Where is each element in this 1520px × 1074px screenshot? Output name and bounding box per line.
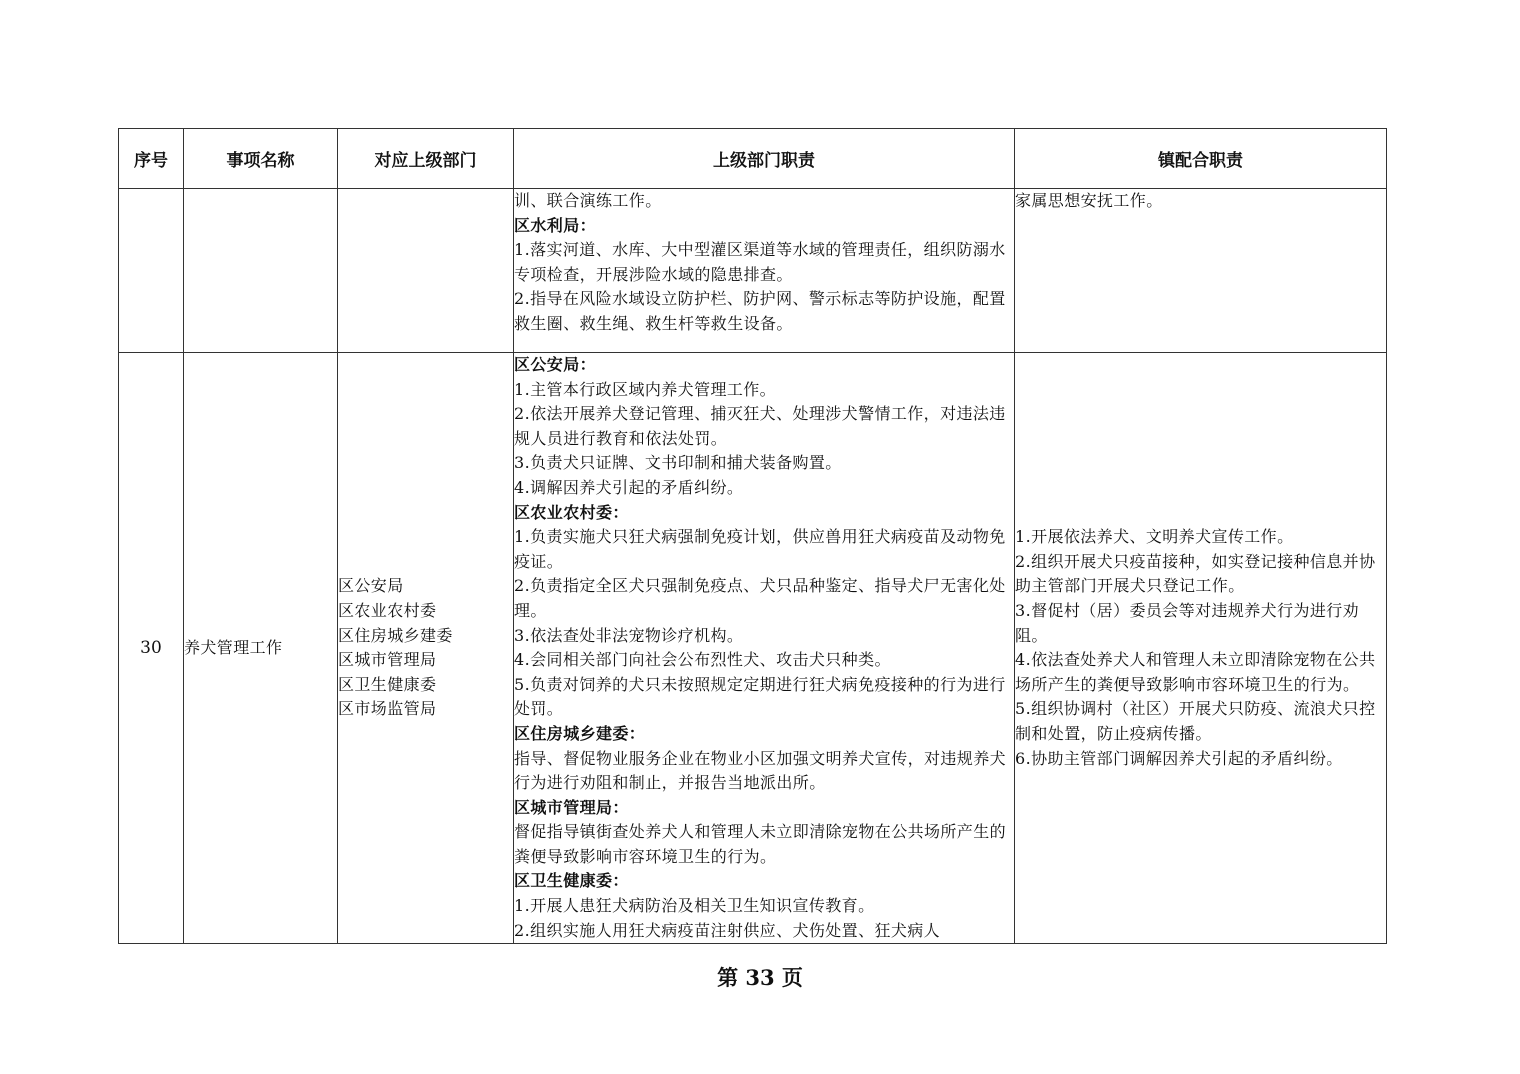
department-item: 区卫生健康委 xyxy=(338,674,437,694)
header-town-duties: 镇配合职责 xyxy=(1015,129,1387,189)
department-item: 区市场监管局 xyxy=(338,699,437,719)
town-duty-line: 6.协助主管部门调解因养犬引起的矛盾纠纷。 xyxy=(1015,748,1343,768)
cell-item-name: 养犬管理工作 xyxy=(184,353,338,944)
duty-line: 1.落实河道、水库、大中型灌区渠道等水域的管理责任，组织防溺水专项检查，开展涉险水域的隐患排查。 xyxy=(514,240,1006,284)
duty-section-heading: 区公安局： xyxy=(514,355,597,374)
town-duty-line: 4.依法查处养犬人和管理人未立即清除宠物在公共场所产生的粪便导致影响市容环境卫生的行为。 xyxy=(1015,650,1376,694)
duty-section-heading: 区水利局： xyxy=(514,215,597,235)
duty-line: 指导、督促物业服务企业在物业小区加强文明养犬宣传，对违规养犬行为进行劝阻和制止，并报告当地派出所。 xyxy=(514,748,1007,793)
header-superior-department: 对应上级部门 xyxy=(338,129,514,189)
header-row xyxy=(119,129,1387,189)
town-duty-line: 1.开展依法养犬、文明养犬宣传工作。 xyxy=(1015,527,1294,547)
duty-section-heading: 区农业农村委： xyxy=(514,502,629,522)
duty-line: 1.主管本行政区域内养犬管理工作。 xyxy=(514,379,777,399)
duty-line: 3.负责犬只证牌、文书印制和捕犬装备购置。 xyxy=(514,453,842,473)
duty-line: 2.组织实施人用狂犬病疫苗注射供应、犬伤处置、狂犬病人 xyxy=(514,920,941,940)
header-item-name: 事项名称 xyxy=(184,129,338,189)
duty-line: 2.依法开展养犬登记管理、捕灭狂犬、处理涉犬警情工作，对违法违规人员进行教育和依法处罚。 xyxy=(514,404,1006,448)
department-item: 区住房城乡建委 xyxy=(338,625,453,645)
table-row-30 xyxy=(119,353,1387,944)
town-duty-line: 2.组织开展犬只疫苗接种，如实登记接种信息并协助主管部门开展犬只登记工作。 xyxy=(1015,551,1376,596)
duty-line: 4.调解因养犬引起的矛盾纠纷。 xyxy=(514,477,744,497)
cell-item-name-empty xyxy=(184,189,338,353)
cell-number-empty xyxy=(119,189,184,353)
town-duty-line: 5.组织协调村（社区）开展犬只防疫、流浪犬只控制和处置，防止疫病传播。 xyxy=(1015,699,1376,743)
cell-town-duties-continued xyxy=(1015,189,1387,353)
duty-line: 5.负责对饲养的犬只未按照规定定期进行狂犬病免疫接种的行为进行处罚。 xyxy=(514,674,1006,719)
cell-superior-duties xyxy=(514,353,1015,944)
responsibility-table xyxy=(118,128,1387,944)
page-number: 第 33 页 xyxy=(717,965,803,990)
duty-section-heading: 区住房城乡建委： xyxy=(514,723,646,743)
duty-section-heading: 区卫生健康委： xyxy=(514,871,629,891)
department-item: 区公安局 xyxy=(338,576,404,596)
cell-departments-empty xyxy=(338,189,514,353)
duty-line: 1.负责实施犬只狂犬病强制免疫计划，供应兽用狂犬病疫苗及动物免疫证。 xyxy=(514,527,1006,571)
duty-line: 2.负责指定全区犬只强制免疫点、犬只品种鉴定、指导犬尸无害化处理。 xyxy=(514,576,1006,620)
cell-superior-duties-continued xyxy=(514,189,1015,353)
duty-line: 3.依法查处非法宠物诊疗机构。 xyxy=(514,625,744,645)
cell-number: 30 xyxy=(119,353,184,944)
header-number: 序号 xyxy=(119,129,184,189)
duty-line: 2.指导在风险水域设立防护栏、防护网、警示标志等防护设施，配置救生圈、救生绳、救生杆等救生设备。 xyxy=(514,289,1006,333)
table-row-continuation xyxy=(119,189,1387,353)
header-superior-duties: 上级部门职责 xyxy=(514,129,1015,189)
duty-section-heading: 区城市管理局： xyxy=(514,797,629,817)
duty-line: 4.会同相关部门向社会公布烈性犬、攻击犬只种类。 xyxy=(514,650,891,670)
duty-line: 督促指导镇街查处养犬人和管理人未立即清除宠物在公共场所产生的粪便导致影响市容环境卫生的行为。 xyxy=(514,822,1007,866)
department-item: 区城市管理局 xyxy=(338,650,437,670)
cell-departments xyxy=(338,353,514,944)
cell-town-duties xyxy=(1015,353,1387,944)
town-duty-line: 家属思想安抚工作。 xyxy=(1015,191,1163,210)
department-item: 区农业农村委 xyxy=(338,600,437,620)
duty-line: 训、联合演练工作。 xyxy=(514,191,662,210)
duty-line: 1.开展人患狂犬病防治及相关卫生知识宣传教育。 xyxy=(514,896,875,916)
town-duty-line: 3.督促村（居）委员会等对违规养犬行为进行劝阻。 xyxy=(1015,600,1360,645)
